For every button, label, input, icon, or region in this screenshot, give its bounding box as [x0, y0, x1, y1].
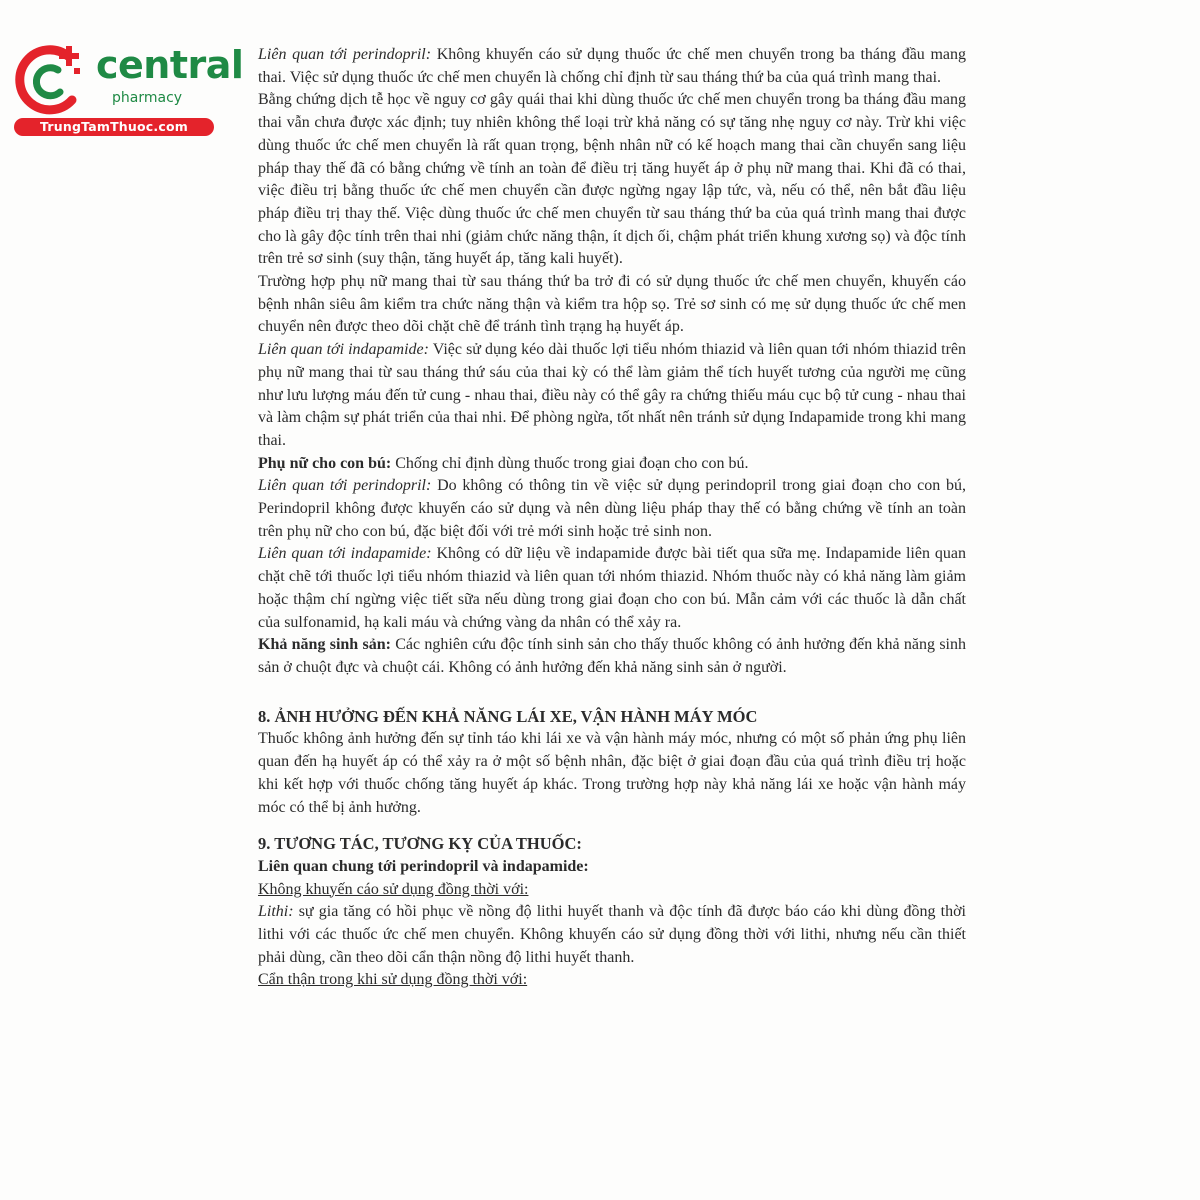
paragraph-text: Chống chỉ định dùng thuốc trong giai đoạn cho con bú. [391, 454, 749, 472]
paragraph-text: Các nghiên cứu độc tính sinh sản cho thấy thuốc không có ảnh hưởng đến khả năng sinh sản ở chuột đực và chuột cái. Không có ảnh hưởng đến khả năng sinh sản ở người. [258, 636, 966, 676]
inline-label: Khả năng sinh sản: [258, 636, 391, 654]
subheading: Liên quan chung tới perindopril và indapamide: [258, 857, 589, 875]
spacer [258, 819, 966, 833]
paragraph-text: Không có dữ liệu về indapamide được bài tiết qua sữa mẹ. Indapamide liên quan chặt chẽ tới thuốc lợi tiểu nhóm thiazid và liên quan tới nhóm thiazid. Nhóm thuốc này có khả năng làm giảm hoặc thậm chí ngừng việc tiết sữa nếu dùng trong giai đoạn cho con bú. Mẫn cảm với các thuốc là dẫn chất của sulfonamid, hạ kali máu và chứng vàng da nhân có thể xảy ra. [258, 545, 967, 631]
paragraph [258, 634, 966, 679]
section-heading-8: 8. ẢNH HƯỞNG ĐẾN KHẢ NĂNG LÁI XE, VẬN HÀNH MÁY MÓC [258, 706, 758, 726]
brand-url-badge[interactable]: TrungTamThuoc.com [14, 118, 214, 136]
inline-label: Lithi: [258, 903, 294, 921]
paragraph-text: Không khuyến cáo sử dụng thuốc ức chế men chuyển trong ba tháng đầu mang thai. Việc sử dụng thuốc ức chế men chuyển là chống chỉ định từ sau tháng thứ ba của quá trình mang thai. [258, 46, 966, 86]
paragraph [258, 339, 966, 453]
brand-logo[interactable] [10, 38, 244, 136]
paragraph-text: Do không có thông tin về việc sử dụng perindopril trong giai đoạn cho con bú, Perindopril không được khuyến cáo sử dụng và nên dùng liệu pháp thay thế có bằng chứng về tính an toàn trên phụ nữ cho con bú, đặc biệt đối với trẻ mới sinh hoặc trẻ sinh non. [258, 477, 967, 540]
paragraph: Trường hợp phụ nữ mang thai từ sau tháng thứ ba trở đi có sử dụng thuốc ức chế men chuyển, khuyến cáo bệnh nhân siêu âm kiểm tra chức năng thận và kiểm tra hộp sọ. Trẻ sơ sinh có mẹ sử dụng thuốc ức chế men chuyển nên được theo dõi chặt chẽ để tránh tình trạng hạ huyết áp. [258, 273, 966, 336]
brand-subtitle: pharmacy [112, 90, 183, 106]
paragraph: Thuốc không ảnh hưởng đến sự tỉnh táo khi lái xe và vận hành máy móc, nhưng có một số phản ứng phụ liên quan đến hạ huyết áp có thể xảy ra ở một số bệnh nhân, đặc biệt ở giai đoạn đầu của quá trình điều trị hoặc khi kết hợp với thuốc chống tăng huyết áp khác. Trong trường hợp này khả năng lái xe hoặc vận hành máy móc có thể bị ảnh hưởng. [258, 730, 966, 816]
paragraph: Bằng chứng dịch tễ học về nguy cơ gây quái thai khi dùng thuốc ức chế men chuyển trong ba tháng đầu mang thai vẫn chưa được xác định; tuy nhiên không thể loại trừ khả năng có sự tăng nhẹ nguy cơ này. Trừ khi việc dùng thuốc ức chế men chuyển là rất quan trọng, bệnh nhân nữ có kế hoạch mang thai cần chuyển sang liệu pháp thay thế đã có bằng chứng về tính an toàn để điều trị tăng huyết áp ở phụ nữ mang thai. Khi đã có thai, việc điều trị bằng thuốc ức chế men chuyển cần được ngừng ngay lập tức, và, nếu có thể, nên bắt đầu liệu pháp điều trị thay thế. Việc dùng thuốc ức chế men chuyển từ sau tháng thứ ba của quá trình mang thai được cho là gây độc tính trên thai nhi (giảm chức năng thận, ít dịch ối, chậm phát triển khung xương sọ) và độc tính trên trẻ sơ sinh (suy thận, tăng huyết áp, tăng kali huyết). [258, 91, 966, 268]
inline-label: Phụ nữ cho con bú: [258, 454, 392, 472]
document-body [258, 44, 966, 992]
spacer [258, 680, 966, 706]
section-heading-9: 9. TƯƠNG TÁC, TƯƠNG KỴ CỦA THUỐC: [258, 834, 582, 854]
paragraph [258, 475, 966, 543]
paragraph [258, 901, 966, 969]
inline-label: Liên quan tới perindopril: [258, 477, 432, 495]
paragraph-text: Việc sử dụng kéo dài thuốc lợi tiểu nhóm thiazid và liên quan tới nhóm thiazid trên phụ nữ mang thai từ sau tháng thứ sáu của thai kỳ có thể làm giảm thể tích huyết tương của người mẹ cũng như lưu lượng máu đến tử cung - nhau thai, điều này có thể gây ra chứng thiếu máu cục bộ tử cung - nhau thai và làm chậm sự phát triển của thai nhi. Để phòng ngừa, tốt nhất nên tránh sử dụng Indapamide trong khi mang thai. [258, 341, 967, 449]
underlined-label [258, 969, 966, 992]
brand-name: central [96, 43, 244, 87]
paragraph-text: sự gia tăng có hồi phục về nồng độ lithi huyết thanh và độc tính đã được báo cáo khi dùng đồng thời lithi với các thuốc ức chế men chuyển. Không khuyến cáo sử dụng đồng thời với lithi, nhưng nếu cần thiết phải dùng, cần theo dõi cẩn thận nồng độ lithi huyết thanh. [258, 903, 966, 966]
underlined-label [258, 879, 966, 902]
central-pharmacy-logo-icon [10, 42, 88, 120]
paragraph [258, 453, 966, 476]
caution-label: Cẩn thận trong khi sử dụng đồng thời với: [258, 971, 528, 989]
not-recommended-label: Không khuyến cáo sử dụng đồng thời với: [258, 880, 529, 898]
inline-label: Liên quan tới indapamide: [258, 341, 429, 359]
paragraph [258, 44, 966, 89]
paragraph [258, 543, 966, 634]
inline-label: Liên quan tới indapamide: [258, 545, 432, 563]
inline-label: Liên quan tới perindopril: [258, 46, 432, 63]
